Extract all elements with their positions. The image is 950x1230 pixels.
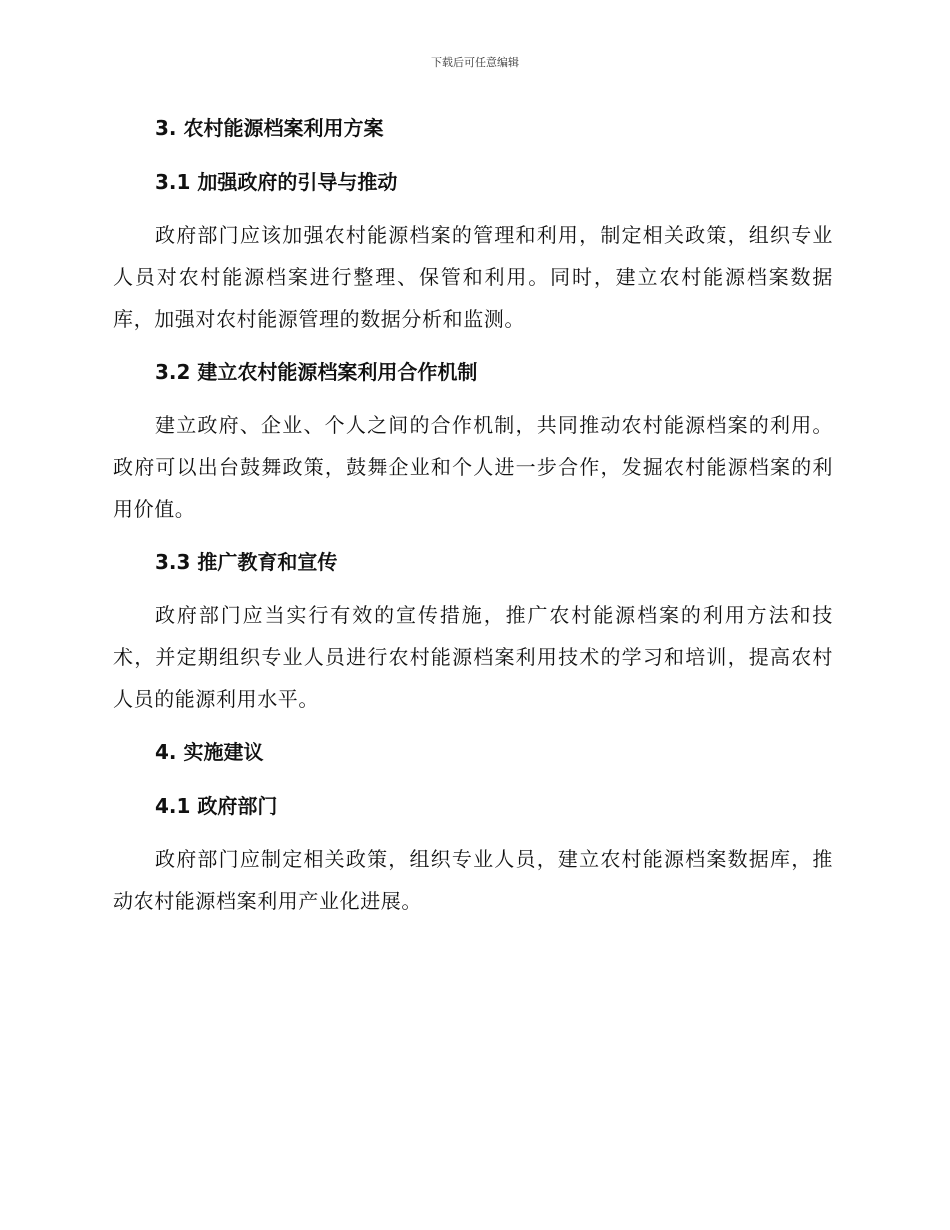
section-3-3-body: 政府部门应当实行有效的宣传措施，推广农村能源档案的利用方法和技术，并定期组织专业人员进行农村能源档案利用技术的学习和培训，提高农村人员的能源利用水平。 <box>113 603 833 711</box>
section-3-2-title: 3.2 建立农村能源档案利用合作机制 <box>155 360 478 384</box>
header-note: 下载后可任意编辑 <box>431 56 519 69</box>
section-3-3-title: 3.3 推广教育和宣传 <box>155 550 338 574</box>
section-4-1-body: 政府部门应制定相关政策，组织专业人员，建立农村能源档案数据库，推动农村能源档案利用产业化进展。 <box>113 847 833 913</box>
document-content <box>113 112 833 922</box>
section-4-title: 4. 实施建议 <box>155 740 264 764</box>
section-3-2-body: 建立政府、企业、个人之间的合作机制，共同推动农村能源档案的利用。政府可以出台鼓舞政策，鼓舞企业和个人进一步合作，发掘农村能源档案的利用价值。 <box>113 413 833 521</box>
section-3-1-title: 3.1 加强政府的引导与推动 <box>155 170 398 194</box>
section-4-1-title: 4.1 政府部门 <box>155 794 278 818</box>
section-3-title: 3. 农村能源档案利用方案 <box>155 116 384 140</box>
section-3-1-body: 政府部门应该加强农村能源档案的管理和利用，制定相关政策，组织专业人员对农村能源档案进行整理、保管和利用。同时，建立农村能源档案数据库，加强对农村能源管理的数据分析和监测。 <box>113 223 833 331</box>
